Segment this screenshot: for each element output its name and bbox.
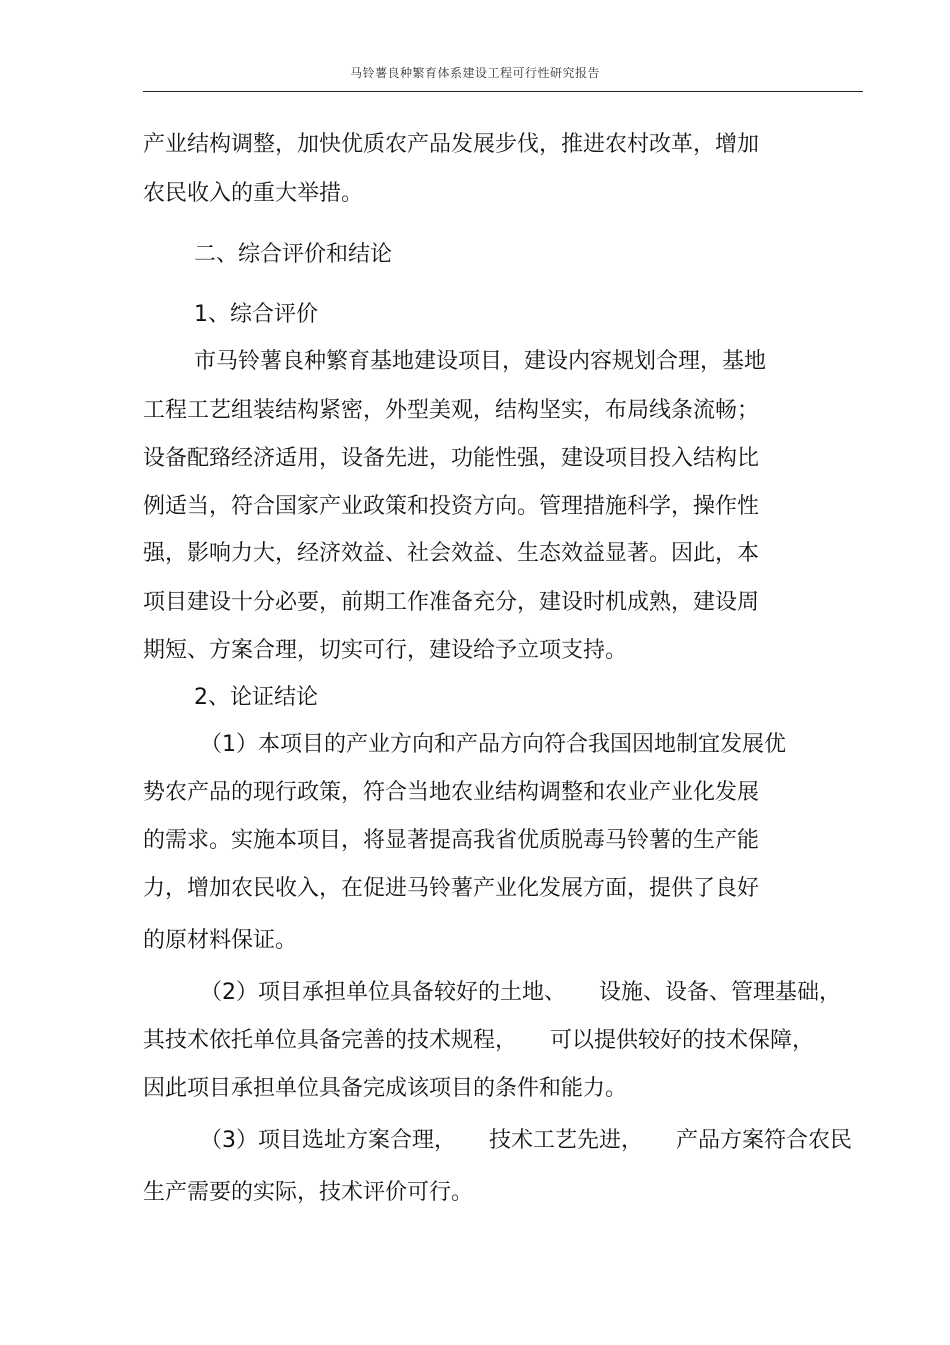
paragraph-line: 强，影响力大，经济效益、社会效益、生态效益显著。因此，本 <box>143 541 760 566</box>
paragraph-line: 例适当，符合国家产业政策和投资方向。管理措施科学，操作性 <box>143 494 760 519</box>
paragraph-line: 农民收入的重大举措。 <box>143 181 364 206</box>
paragraph-line: 设备配臵经济适用，设备先进，功能性强，建设项目投入结构比 <box>143 446 760 471</box>
header-title: 马铃薯良种繁育体系建设工程可行性研究报告 <box>349 66 600 80</box>
paragraph-line: 生产需要的实际，技术评价可行。 <box>143 1180 474 1205</box>
paragraph-line: （1）本项目的产业方向和产品方向符合我国因地制宜发展优 <box>200 732 786 757</box>
paragraph-line: 的原材料保证。 <box>143 928 298 953</box>
subsection-heading: 2、论证结论 <box>194 685 318 710</box>
paragraph-line: 工程工艺组装结构紧密，外型美观，结构坚实，布局线条流畅； <box>143 398 760 423</box>
paragraph-line: 势农产品的现行政策，符合当地农业结构调整和农业产业化发展 <box>143 780 760 805</box>
paragraph-line: 的需求。实施本项目，将显著提高我省优质脱毒马铃薯的生产能 <box>143 828 760 853</box>
paragraph-line: （3）项目选址方案合理， 技术工艺先进， 产品方案符合农民 <box>200 1128 852 1153</box>
paragraph-line: 市马铃薯良种繁育基地建设项目，建设内容规划合理，基地 <box>194 349 767 374</box>
paragraph-line: 其技术依托单位具备完善的技术规程， 可以提供较好的技术保障， <box>143 1028 815 1053</box>
header-divider <box>143 91 863 92</box>
paragraph-line: 期短、方案合理，切实可行，建设给予立项支持。 <box>143 638 628 663</box>
subsection-heading: 1、综合评价 <box>194 302 318 327</box>
paragraph-line: 项目建设十分必要，前期工作准备充分，建设时机成熟，建设周 <box>143 590 760 615</box>
paragraph-line: （2）项目承担单位具备较好的土地、 设施、设备、管理基础， <box>200 980 841 1005</box>
paragraph-line: 产业结构调整，加快优质农产品发展步伐，推进农村改革，增加 <box>143 132 760 157</box>
paragraph-line: 力，增加农民收入，在促进马铃薯产业化发展方面，提供了良好 <box>143 876 760 901</box>
paragraph-line: 因此项目承担单位具备完成该项目的条件和能力。 <box>143 1076 628 1101</box>
section-heading: 二、综合评价和结论 <box>194 242 393 267</box>
